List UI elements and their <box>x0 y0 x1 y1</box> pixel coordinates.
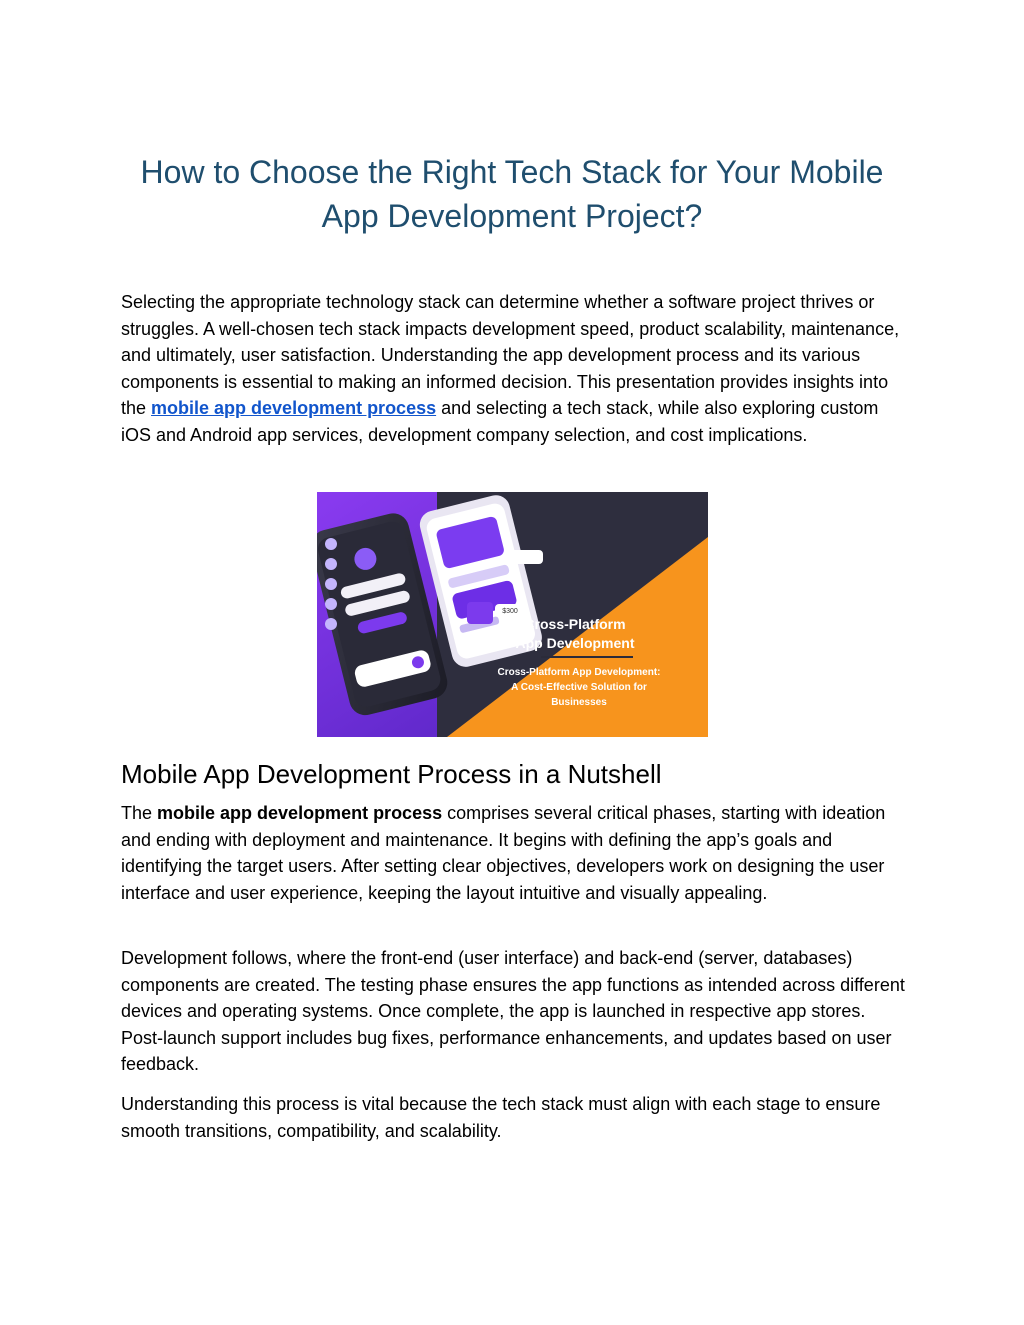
section-p1-lead: The <box>121 803 158 823</box>
section-paragraph-2: Development follows, where the front-end (user interface) and back-end (server, databases) components are created. The testing phase ensures the app functions as intended across different devices and operating systems. Once complete, the app is launched in respective app stores. Post-launch support includes bug fixes, performance enhancements, and updates based on user feedback. <box>121 948 905 1075</box>
section-p1-bold: mobile app development process <box>157 803 443 823</box>
mobile-app-development-process-link[interactable]: mobile app development process <box>151 398 437 419</box>
hero-divider <box>541 656 633 658</box>
section-p1-rest: comprises several critical phases, starting with ideation and ending with deployment and maintenance. It begins with defining the app’s goals and identifying the target users. After setting clear objectives, developers work on designing the user interface and user experience, keeping the layout intuitive and visually appealing. <box>121 803 886 903</box>
hero-heading-line-2: App Development <box>515 635 635 651</box>
section-heading: Mobile App Development Process in a Nutshell <box>121 759 662 789</box>
page-title <box>100 150 924 238</box>
intro-text-after-link: and selecting a tech stack, while also exploring custom iOS and Android app services, development company selection, and cost implications. <box>121 398 879 445</box>
title-line-1: How to Choose the Right Tech Stack for Your Mobile <box>140 154 884 190</box>
section-paragraph-1 <box>121 800 911 906</box>
hero-heading-line-1: Cross-Platform <box>524 616 626 632</box>
intro-text-before-link: Selecting the appropriate technology stack can determine whether a software project thrives or struggles. A well-chosen tech stack impacts development speed, product scalability, maintenance, and ultimately, user satisfaction. Understanding the app development process and its various components is essential to making an informed decision. This presentation provides insights into the <box>121 292 900 419</box>
title-line-2: App Development Project? <box>321 198 703 234</box>
intro-paragraph <box>121 289 911 449</box>
hero-sub-line-2: A Cost-Effective Solution for <box>511 682 647 693</box>
hero-price-tag: $300 <box>502 608 518 615</box>
hero-sub-line-1: Cross-Platform App Development: <box>497 667 661 678</box>
hero-sub-line-3: Businesses <box>551 697 607 708</box>
section-paragraph-3: Understanding this process is vital because the tech stack must align with each stage to ensure smooth transitions, compatibility, and scalability. <box>121 1094 881 1141</box>
hero-image <box>317 492 708 737</box>
